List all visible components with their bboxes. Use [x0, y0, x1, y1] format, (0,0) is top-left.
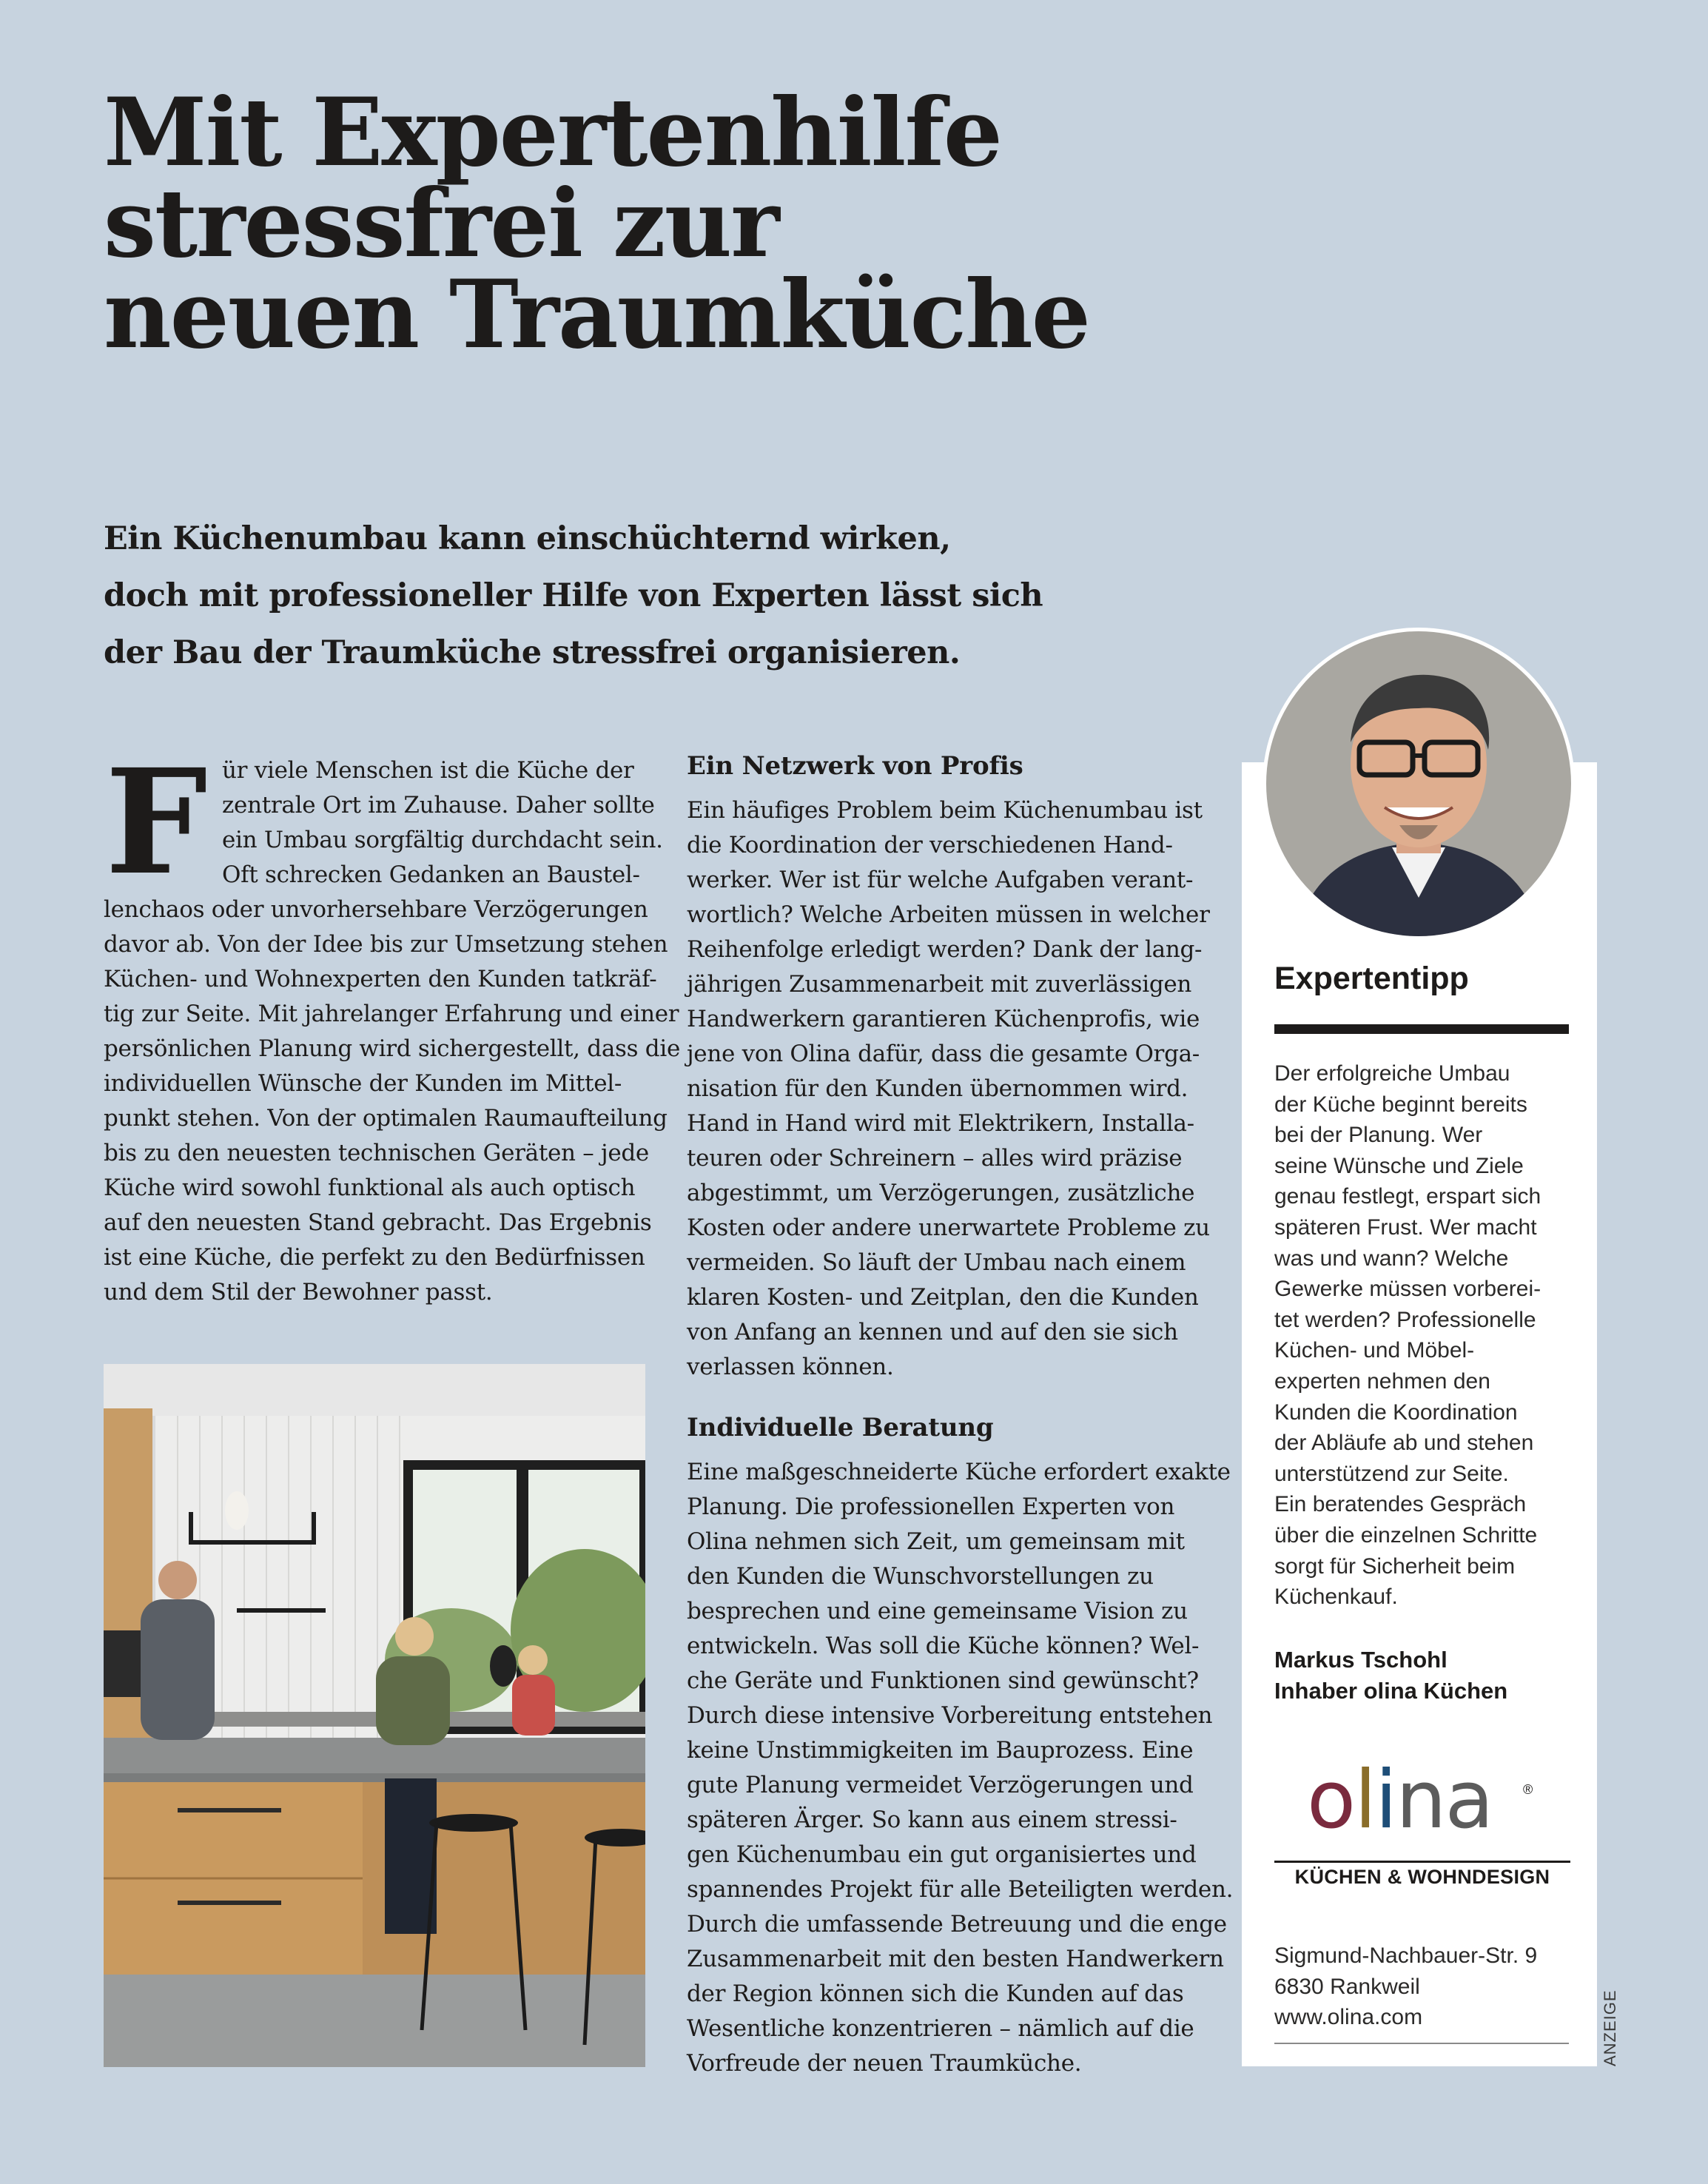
lead-paragraph: [104, 511, 1214, 682]
text-line: vermeiden. So läuft der Umbau nach einem: [687, 1249, 1186, 1276]
text-line: Ein beratendes Gespräch: [1274, 1492, 1527, 1517]
headline-line: Mit Expertenhilfe: [104, 78, 1001, 187]
text-line: klaren Kosten- und Zeitplan, den die Kunden: [687, 1284, 1199, 1311]
text-line: Küche wird sowohl funktional als auch optisch: [104, 1175, 636, 1201]
text-line: seine Wünsche und Ziele: [1274, 1153, 1524, 1178]
text-line: nisation für den Kunden übernommen wird.: [687, 1075, 1188, 1102]
text-line: ein Umbau sorgfältig durchdacht sein.: [222, 827, 663, 853]
text-line: von Anfang an kennen und auf den sie sich: [687, 1319, 1178, 1345]
text-line: Planung. Die professionellen Experten von: [687, 1493, 1175, 1520]
headline: [104, 78, 1258, 369]
section-paragraph: [687, 1455, 1234, 2081]
text-line: ür viele Menschen ist die Küche der: [222, 757, 634, 784]
text-line: abgestimmt, um Verzögerungen, zusätzliche: [687, 1180, 1195, 1206]
text-line: der Küche beginnt bereits: [1274, 1092, 1527, 1117]
expert-tip-text: [1274, 1058, 1578, 1613]
section-paragraph: [687, 793, 1234, 1385]
text-line: sorgt für Sicherheit beim: [1274, 1553, 1516, 1579]
text-line: über die einzelnen Schritte: [1274, 1522, 1538, 1548]
text-line: Reihenfolge erledigt werden? Dank der lang-: [687, 936, 1203, 963]
text-line: Handwerkern garantieren Küchenprofis, wie: [687, 1006, 1200, 1032]
text-line: die Koordination der verschiedenen Hand-: [687, 832, 1173, 859]
logo-wordmark: olina: [1307, 1754, 1493, 1847]
divider: [1274, 2043, 1569, 2044]
logo-tagline: KÜCHEN & WOHNDESIGN: [1294, 1866, 1550, 1888]
text-line: gen Küchenumbau ein gut organisiertes und: [687, 1841, 1197, 1868]
text-line: teuren oder Schreinern – alles wird präzise: [687, 1145, 1183, 1172]
text-line: den Kunden die Wunschvorstellungen zu: [687, 1563, 1154, 1590]
olina-logo: [1274, 1754, 1570, 1888]
text-line: werker. Wer ist für welche Aufgaben verant-: [687, 867, 1194, 893]
text-line: Oft schrecken Gedanken an Baustel-: [222, 861, 640, 888]
text-line: bis zu den neuesten technischen Geräten – jede: [104, 1140, 649, 1166]
text-line: entwickeln. Was soll die Küche können? Wel-: [687, 1633, 1200, 1659]
intro-paragraph: [104, 737, 680, 1310]
divider: [1274, 1024, 1569, 1034]
text-line: Ein häufiges Problem beim Küchenumbau ist: [687, 797, 1203, 824]
text-line: Olina nehmen sich Zeit, um gemeinsam mit: [687, 1528, 1185, 1555]
text-line: Durch diese intensive Vorbereitung entstehen: [687, 1702, 1213, 1729]
expert-signature: [1274, 1644, 1507, 1707]
section-heading: Ein Netzwerk von Profis: [687, 751, 1023, 781]
registered-mark: ®: [1523, 1782, 1533, 1797]
text-line: Der erfolgreiche Umbau: [1274, 1061, 1510, 1086]
text-line: Kosten oder andere unerwartete Probleme zu: [687, 1214, 1210, 1241]
text-line: Zusammenarbeit mit den besten Handwerkern: [687, 1946, 1224, 1972]
text-line: zentrale Ort im Zuhause. Daher sollte: [222, 792, 655, 819]
text-line: Kunden die Koordination: [1274, 1400, 1518, 1425]
street: Sigmund-Nachbauer-Str. 9: [1274, 1943, 1538, 1968]
text-line: spannendes Projekt für alle Beteiligten werden.: [687, 1876, 1234, 1903]
text-line: lenchaos oder unvorhersehbare Verzögerungen: [104, 896, 648, 923]
text-line: Vorfreude der neuen Traumküche.: [687, 2050, 1082, 2077]
text-line: Wesentliche konzentrieren – nämlich auf die: [687, 2015, 1194, 2042]
text-line: unterstützend zur Seite.: [1274, 1461, 1509, 1486]
expert-portrait: [1262, 628, 1575, 940]
text-line: punkt stehen. Von der optimalen Raumaufteilung: [104, 1105, 668, 1132]
portrait-illustration: [1266, 631, 1571, 936]
text-line: verlassen können.: [687, 1354, 894, 1380]
text-line: und dem Stil der Bewohner passt.: [104, 1279, 493, 1306]
website-link[interactable]: www.olina.com: [1274, 2005, 1423, 2030]
text-line: der Region können sich die Kunden auf das: [687, 1980, 1184, 2007]
text-line: keine Unstimmigkeiten im Bauprozess. Eine: [687, 1737, 1194, 1764]
expert-role: Inhaber olina Küchen: [1274, 1678, 1508, 1704]
address-block: [1274, 1941, 1537, 2033]
text-line: genau festlegt, erspart sich: [1274, 1184, 1541, 1209]
text-line: auf den neuesten Stand gebracht. Das Ergebnis: [104, 1209, 652, 1236]
headline-line: neuen Traumküche: [104, 260, 1089, 369]
text-line: tet werden? Professionelle: [1274, 1307, 1536, 1332]
text-line: experten nehmen den: [1274, 1368, 1490, 1394]
text-line: was und wann? Welche: [1274, 1246, 1509, 1271]
text-line: gute Planung vermeidet Verzögerungen und: [687, 1772, 1194, 1798]
section-heading: Individuelle Beratung: [687, 1413, 994, 1442]
text-line: späteren Frust. Wer macht: [1274, 1214, 1537, 1240]
text-line: bei der Planung. Wer: [1274, 1123, 1483, 1148]
city: 6830 Rankweil: [1274, 1974, 1420, 1999]
text-line: davor ab. Von der Idee bis zur Umsetzung stehen: [104, 931, 668, 958]
kitchen-photo: [104, 1364, 645, 2067]
kitchen-illustration: [104, 1364, 645, 2067]
text-line: che Geräte und Funktionen sind gewünscht?: [687, 1667, 1199, 1694]
text-line: späteren Ärger. So kann aus einem stressi-: [687, 1807, 1177, 1833]
drop-cap: F: [105, 737, 208, 907]
text-line: Küchen- und Möbel-: [1274, 1338, 1475, 1363]
text-line: Durch die umfassende Betreuung und die enge: [687, 1911, 1227, 1938]
text-line: besprechen und eine gemeinsame Vision zu: [687, 1598, 1188, 1624]
text-line: ist eine Küche, die perfekt zu den Bedürfnissen: [104, 1244, 645, 1271]
text-line: Küchen- und Wohnexperten den Kunden tatkräf-: [104, 966, 657, 992]
lead-line: der Bau der Traumküche stressfrei organisieren.: [104, 634, 961, 671]
expert-tip-title: Expertentipp: [1274, 961, 1469, 996]
text-line: Eine maßgeschneiderte Küche erfordert exakte: [687, 1459, 1231, 1485]
expert-name: Markus Tschohl: [1274, 1647, 1448, 1673]
text-line: persönlichen Planung wird sichergestellt, dass die: [104, 1035, 680, 1062]
logo-divider: [1274, 1861, 1570, 1863]
advertisement-label: ANZEIGE: [1601, 1989, 1619, 2066]
lead-line: doch mit professioneller Hilfe von Experten lässt sich: [104, 577, 1043, 614]
text-line: jene von Olina dafür, dass die gesamte Orga-: [687, 1041, 1200, 1067]
text-line: Hand in Hand wird mit Elektrikern, Installa-: [687, 1110, 1194, 1137]
text-line: wortlich? Welche Arbeiten müssen in welcher: [687, 901, 1210, 928]
text-line: Gewerke müssen vorberei-: [1274, 1277, 1541, 1302]
text-line: individuellen Wünsche der Kunden im Mittel-: [104, 1070, 622, 1097]
text-line: der Abläufe ab und stehen: [1274, 1431, 1534, 1456]
text-line: tig zur Seite. Mit jahrelanger Erfahrung und einer: [104, 1001, 679, 1027]
headline-line: stressfrei zur: [104, 169, 779, 278]
text-line: jährigen Zusammenarbeit mit zuverlässigen: [687, 971, 1192, 998]
lead-line: Ein Küchenumbau kann einschüchternd wirken,: [104, 520, 951, 557]
text-line: Küchenkauf.: [1274, 1585, 1398, 1610]
